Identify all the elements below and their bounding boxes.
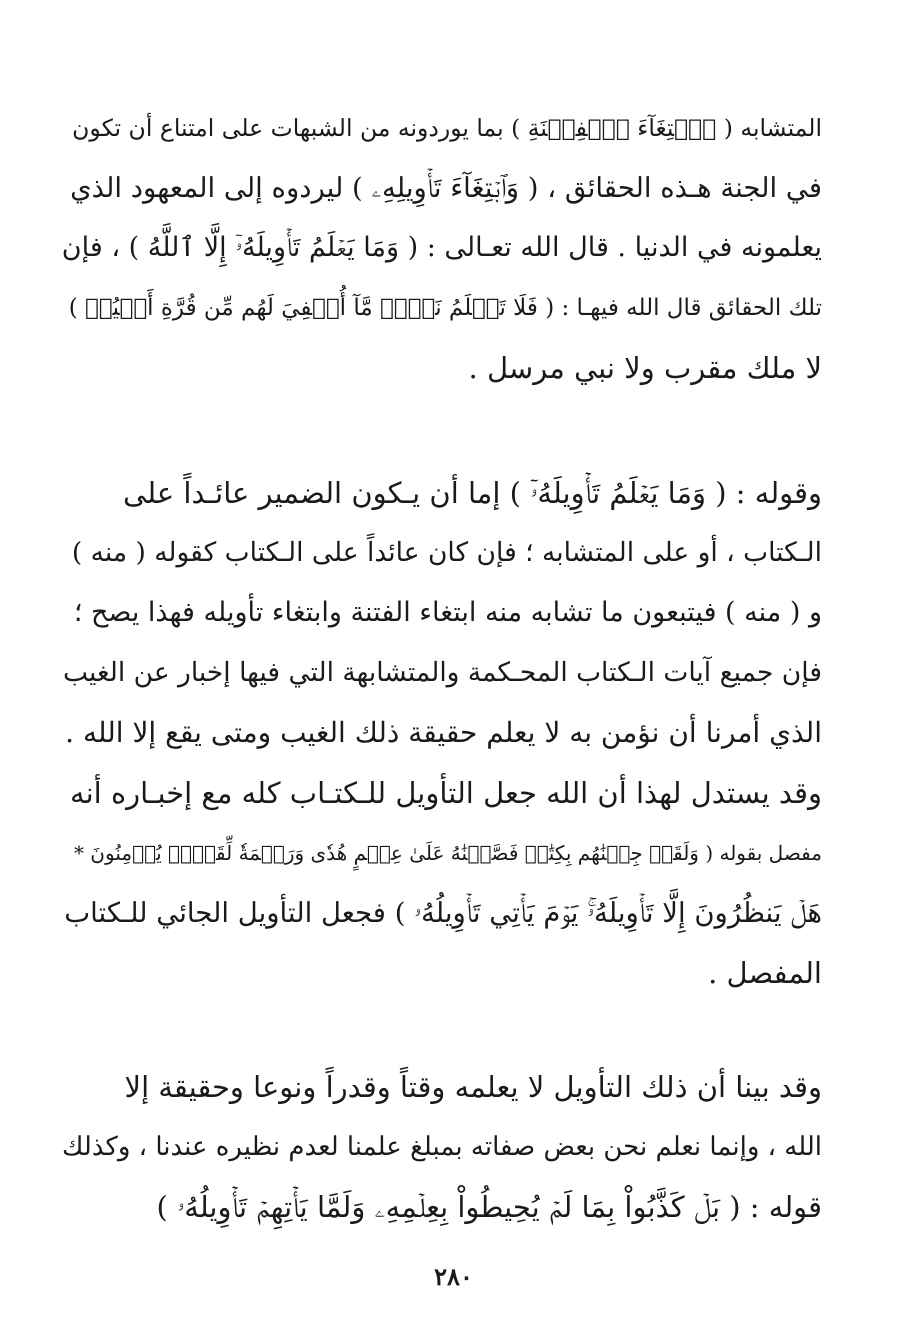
text-line: المفصل . [708, 956, 822, 990]
text-line: الـكتاب ، أو على المتشابه ؛ فإن كان عائداً على الـكتاب كقوله ( منه ) [71, 537, 822, 568]
text-line: وقوله : ( وَمَا يَعۡلَمُ تَأۡوِيلَهُۥٓ ) إما أن يـكون الضمير عائـداً على [123, 476, 822, 510]
text-line: لا ملك مقرب ولا نبي مرسل . [468, 351, 822, 385]
text-line: الله ، وإنما نعلم نحن بعض صفاته بمبلغ علمنا لعدم نظيره عندنا ، وكذلك [62, 1132, 822, 1162]
paragraph-2 [62, 463, 822, 1003]
text-line: وقد بينا أن ذلك التأويل لا يعلمه وقتاً وقدراً ونوعا وحقيقة إلا [124, 1070, 822, 1104]
text-line: وقد يستدل لهذا أن الله جعل التأويل للـكتـاب كله مع إخبـاره أنه [70, 776, 822, 810]
paragraph-1 [62, 98, 822, 398]
paragraph-3 [62, 1057, 822, 1237]
text-line: يعلمونه في الدنيا . قال الله تعـالى : ( وَمَا يَعۡلَمُ تَأۡوِيلَهُۥٓ إِلَّا ٱللَّهُ ) ، فإن [62, 232, 822, 263]
text-line: المتشابه ( ٱبۡتِغَآءَ ٱلۡفِتۡنَةِ ) بما يوردونه من الشبهات على امتناع أن تكون [72, 114, 822, 142]
text-line: هَلۡ يَنظُرُونَ إِلَّا تَأۡوِيلَهُۥۚ يَوۡمَ يَأۡتِي تَأۡوِيلُهُۥ ) فجعل التأويل الجائي للـكتاب [64, 897, 822, 929]
text-line: في الجنة هـذه الحقائق ، ( وَٱبۡتِغَآءَ تَأۡوِيلِهِۦ ) ليردوه إلى المعهود الذي [70, 172, 822, 204]
text-line: فإن جميع آيات الـكتاب المحـكمة والمتشابهة التي فيها إخبار عن الغيب [62, 657, 822, 688]
text-line: و ( منه ) فيتبعون ما تشابه منه ابتغاء الفتنة وابتغاء تأويله فهذا يصح ؛ [73, 597, 822, 628]
page-number: ٢٨٠ [434, 1262, 473, 1291]
text-line: مفصل بقوله ( وَلَقَدۡ جِئۡنَٰهُم بِكِتَٰبٖ فَصَّلۡنَٰهُ عَلَىٰ عِلۡمٍ هُدٗى وَرَحۡمَةٗ لِّقَوۡمٖ يُؤۡمِنُونَ * [73, 841, 822, 865]
text-line: الذي أمرنا أن نؤمن به لا يعلم حقيقة ذلك الغيب ومتى يقع إلا الله . [65, 716, 822, 749]
text-line: تلك الحقائق قال الله فيهـا : ( فَلَا تَعۡلَمُ نَفۡسٞ مَّآ أُخۡفِيَ لَهُم مِّن قُرَّةِ أَعۡيُنٖ ) [68, 295, 822, 321]
text-line: قوله : ( بَلۡ كَذَّبُواْ بِمَا لَمۡ يُحِيطُواْ بِعِلۡمِهِۦ وَلَمَّا يَأۡتِهِمۡ تَأۡوِيلُهُۥ ) [156, 1190, 822, 1224]
